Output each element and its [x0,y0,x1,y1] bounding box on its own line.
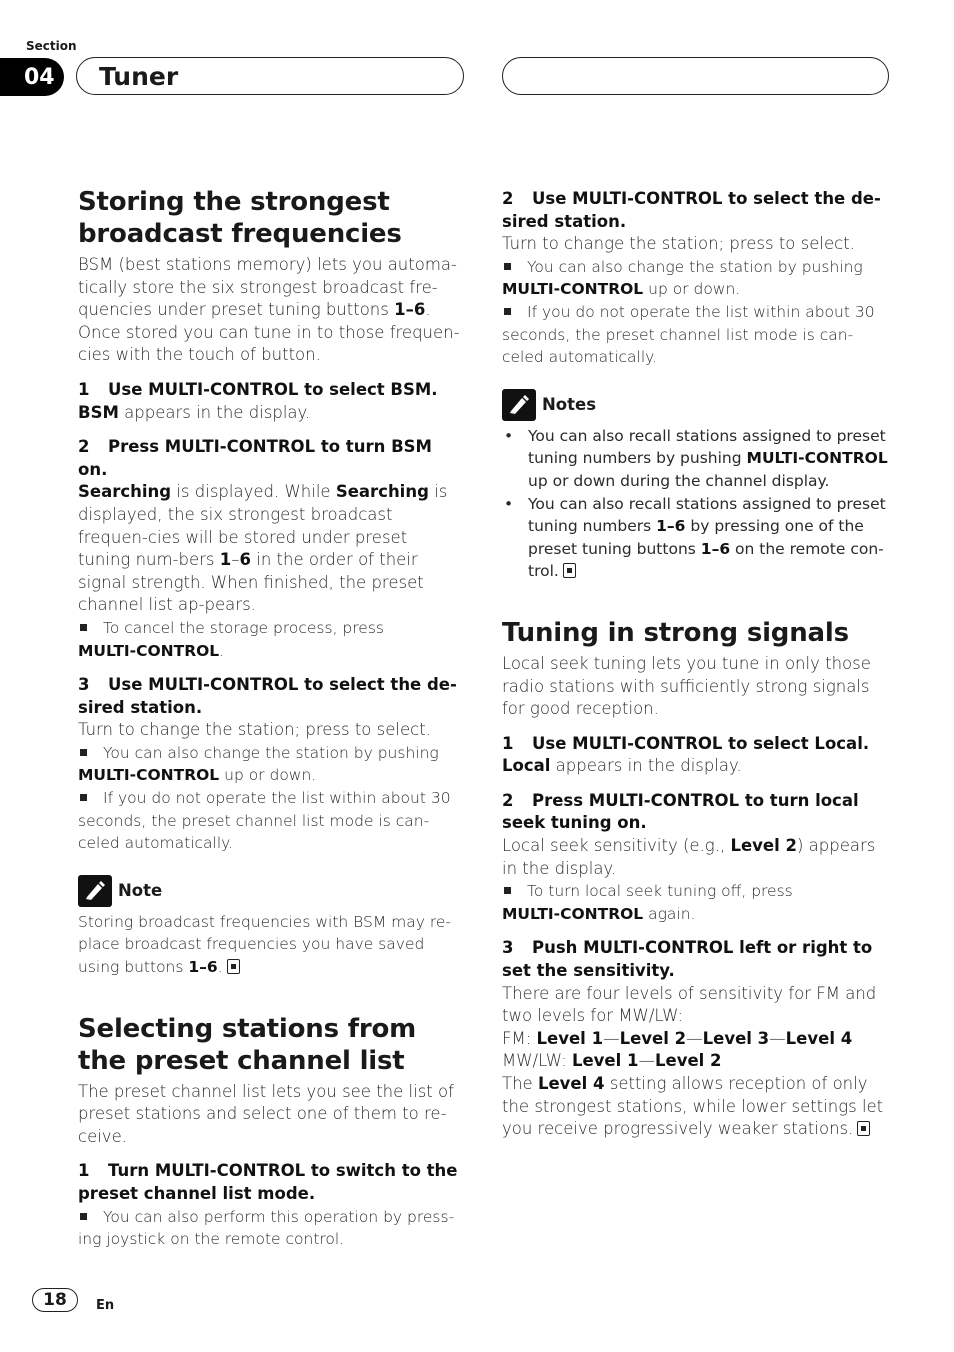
note-label: Note [118,881,163,901]
note-header [78,875,464,907]
note-item: • You can also recall stations assigned to preset tuning numbers 1–6 by pressing one of the preset tuning buttons 1–6 on the remote con-trol. [502,493,890,583]
bsm-bullet-timeout: If you do not operate the list within about 30 seconds, the preset channel list mode is can-celed automatically. [78,789,451,853]
left-column [78,186,464,1251]
section-label: Section [26,39,77,53]
preset-bullet-push: You can also change the station by pushing MULTI-CONTROL up or down. [502,257,863,299]
end-of-section-icon [857,1121,870,1136]
fm-levels: FM: Level 1—Level 2—Level 3—Level 4 [502,1028,853,1048]
bsm-step-3-text: Turn to change the station; press to select. [78,720,431,740]
page-number: 18 [32,1288,78,1312]
notes-label: Notes [542,395,597,415]
language-code: En [96,1298,115,1313]
notes-header [502,389,890,421]
preset-heading: Selecting stations from the preset channel list [78,1013,417,1076]
preset-bullet-timeout: If you do not operate the list within about 30 seconds, the preset channel list mode is can-celed automatically. [502,302,875,367]
bsm-step-2: 2 Press MULTI-CONTROL to turn BSM on. [78,437,432,479]
local-step-3: 3 Push MULTI-CONTROL left or right to set the sensitivity. [502,938,873,981]
square-bullet-icon [80,1213,87,1220]
bsm-step-1-text: BSM appears in the display. [78,402,311,422]
square-bullet-icon [504,263,511,270]
local-final-text: The Level 4 setting allows reception of only the strongest stations, while lower settings let you receive progressively weaker stations. [502,1074,884,1139]
preset-step-2-text: Turn to change the station; press to select. [502,234,855,254]
local-step-1: 1 Use MULTI-CONTROL to select Local. [502,733,870,753]
preset-bullet-joystick: You can also perform this operation by press-ing joystick on the remote control. [78,1207,455,1249]
bsm-bullet-push: You can also change the station by pushing MULTI-CONTROL up or down. [78,743,439,785]
pencil-note-icon [78,875,112,907]
square-bullet-icon [504,308,511,315]
bsm-bullet-cancel: To cancel the storage process, press MULTI-CONTROL. [78,618,384,660]
local-heading: Tuning in strong signals [502,617,849,648]
pencil-note-icon [502,389,536,421]
local-intro: Local seek tuning lets you tune in only those radio stations with sufficiently strong signals for good reception. [502,653,871,719]
preset-intro: The preset channel list lets you see the list of preset stations and select one of them to re-ceive. [78,1081,454,1146]
square-bullet-icon [504,887,511,894]
section-number-badge: 04 [0,58,64,96]
note-item: • You can also recall stations assigned to preset tuning numbers by pushing MULTI-CONTROL up or down during the channel display. [502,425,890,493]
local-step-3-text: There are four levels of sensitivity for FM and two levels for MW/LW: [502,983,877,1026]
preset-step-1: 1 Turn MULTI-CONTROL to switch to the preset channel list mode. [78,1161,458,1203]
square-bullet-icon [80,794,87,801]
local-bullet-off: To turn local seek tuning off, press MULTI-CONTROL again. [502,882,793,923]
local-step-1-text: Local appears in the display. [502,756,742,776]
preset-step-2: 2 Use MULTI-CONTROL to select the de-sired station. [502,189,881,231]
bsm-step-2-text: Searching is displayed. While Searching is displayed, the six strongest broadcast frequen-cies will be stored under preset tuning num-bers 1–6 in the order of their signal strength. When finished, the preset channel list ap-pears. [78,482,448,615]
bsm-step-3: 3 Use MULTI-CONTROL to select the de-sired station. [78,675,457,717]
local-step-2-text: Local seek sensitivity (e.g., Level 2) appears in the display. [502,836,876,878]
right-column [502,188,890,1141]
square-bullet-icon [80,624,87,631]
end-of-section-icon [227,959,240,974]
bsm-intro: BSM (best stations memory) lets you automa-tically store the six strongest broadcast fre-quencies under preset tuning buttons 1–6. Once stored you can tune in to those frequen-cies with the touch of button. [78,255,460,365]
bsm-note-text: Storing broadcast frequencies with BSM may re-place broadcast frequencies you have saved using buttons 1–6. [78,912,452,977]
header-pill-empty [502,57,889,95]
chapter-title: Tuner [76,57,464,95]
square-bullet-icon [80,749,87,756]
bsm-heading: Storing the strongest broadcast frequencies [78,187,402,249]
bsm-step-1: 1 Use MULTI-CONTROL to select BSM. [78,379,438,399]
mw-levels: MW/LW: Level 1—Level 2 [502,1051,722,1071]
end-of-section-icon [563,563,576,578]
local-step-2: 2 Press MULTI-CONTROL to turn local seek tuning on. [502,790,859,833]
notes-list [502,425,890,583]
